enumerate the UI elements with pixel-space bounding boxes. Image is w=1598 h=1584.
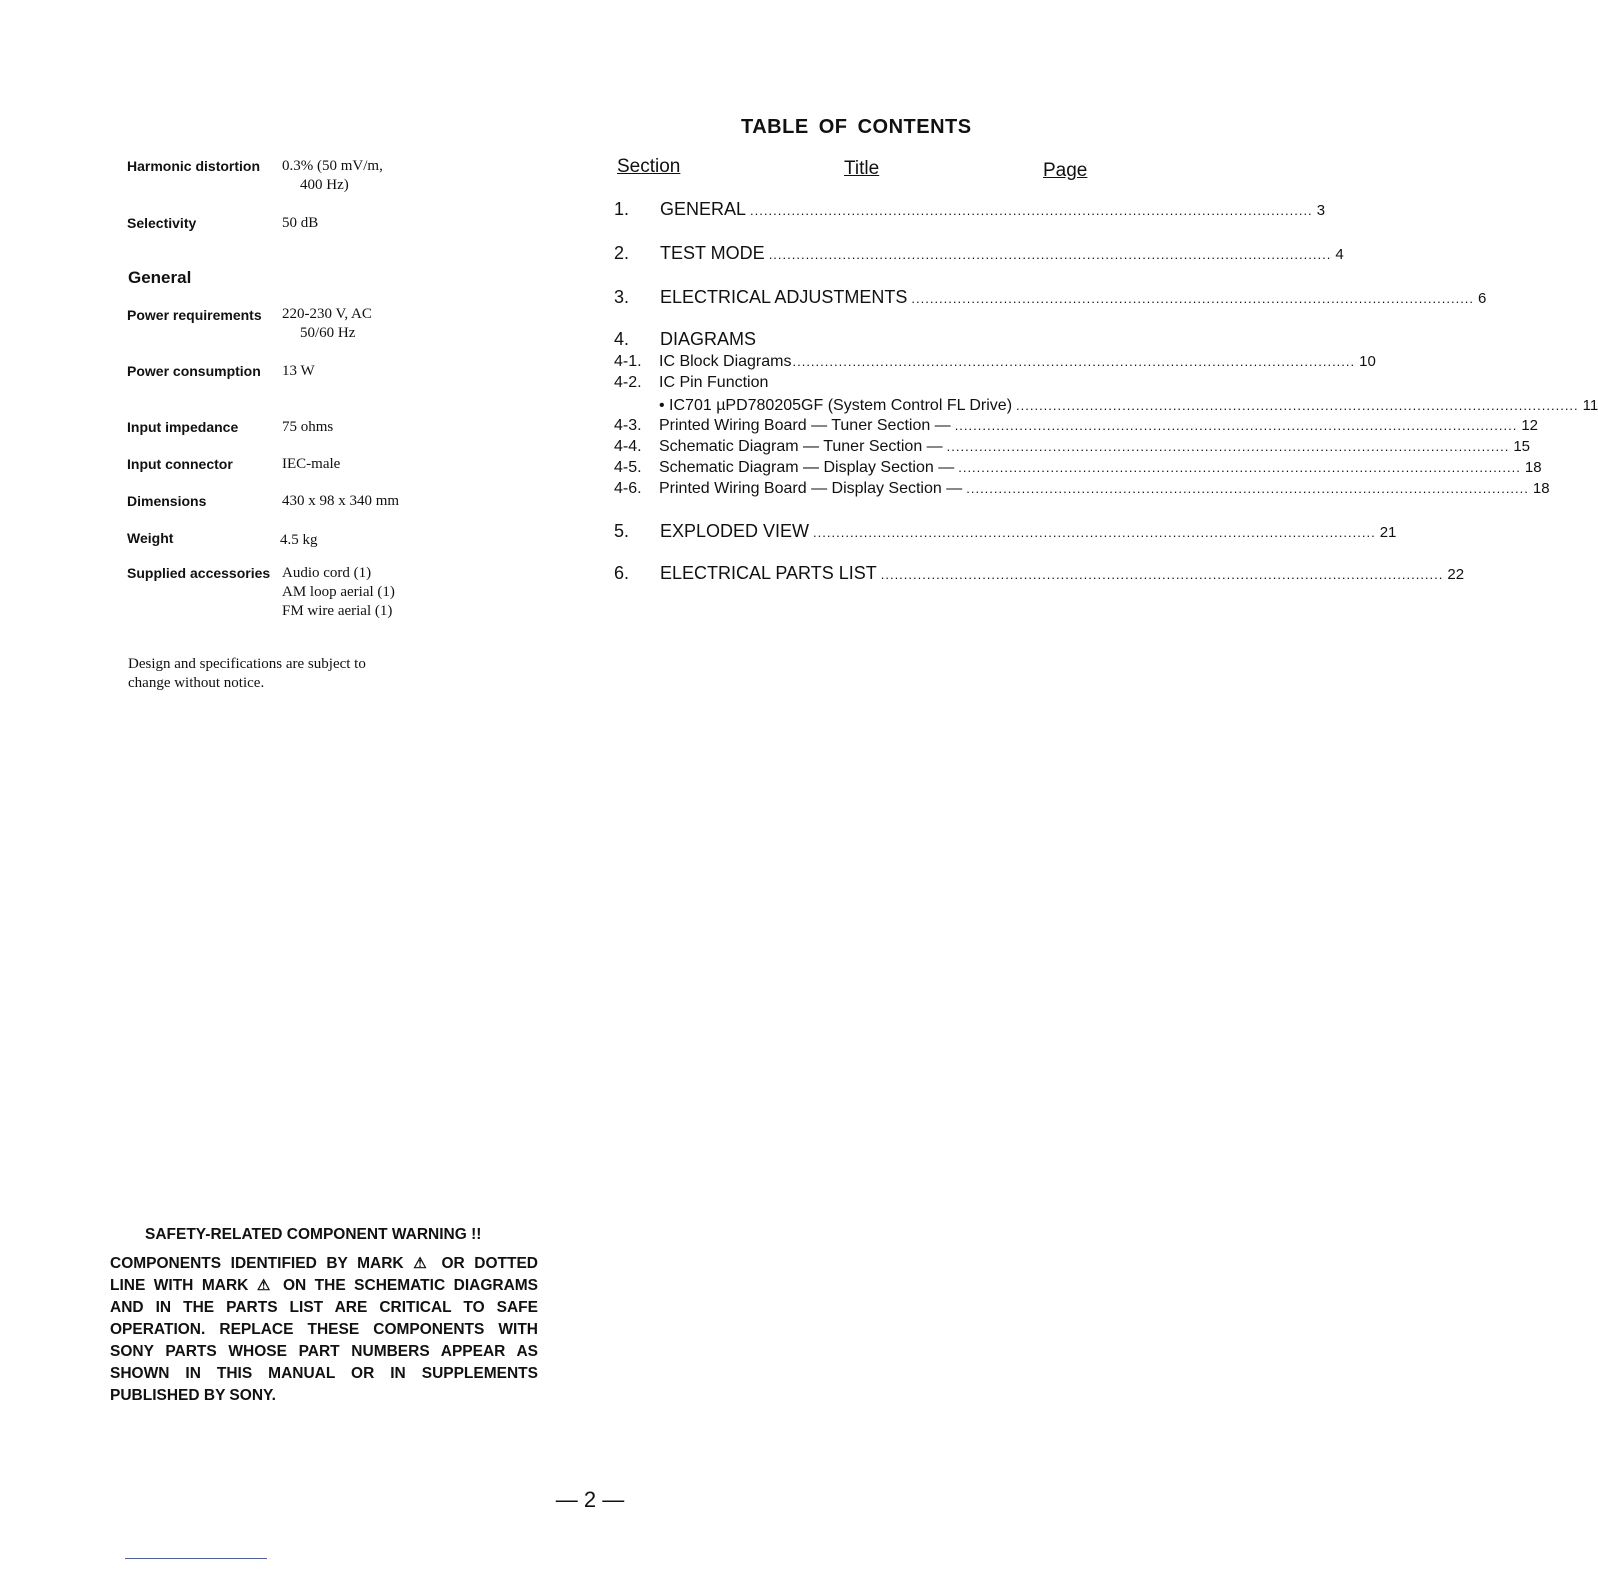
toc-col-page: Page [1043, 160, 1088, 181]
spec-label-dimensions: Dimensions [127, 493, 207, 509]
toc-entry-number: 2. [614, 243, 630, 263]
toc-entry-text: Printed Wiring Board — Display Section — [659, 480, 963, 497]
warning-line: PUBLISHED BY SONY. [110, 1387, 276, 1404]
toc-entry[interactable] [614, 287, 1487, 308]
spec-value-harmonic-distortion [282, 157, 383, 195]
spec-label-power-consumption: Power consumption [127, 363, 261, 379]
toc-entry-number: 5. [614, 521, 630, 541]
page-number: — 2 — [555, 1487, 625, 1512]
toc-leader-dots: .......................................................................................................................... [813, 525, 1376, 540]
toc-entry-text: Schematic Diagram — Tuner Section — [659, 438, 943, 455]
warning-line: SHOWN IN THIS MANUAL OR IN SUPPLEMENTS [110, 1365, 538, 1382]
spec-value-line: 400 Hz) [300, 177, 349, 193]
spec-value-line: 0.3% (50 mV/m, [282, 158, 383, 174]
toc-leader-dots: .......................................................................................................................... [911, 291, 1475, 306]
toc-entry-text: • IC701 µPD780205GF (System Control FL Drive) [659, 397, 1013, 414]
toc-entry-page: 6 [1478, 290, 1487, 307]
toc-leader-dots: .......................................................................................................................... [958, 460, 1521, 475]
toc-entry-page: 18 [1524, 459, 1542, 476]
toc-entry-text: GENERAL [660, 199, 747, 219]
spec-value-power-consumption: 13 W [282, 363, 315, 379]
toc-entry[interactable] [614, 199, 1326, 220]
toc-leader-dots: .......................................................................................................................... [1016, 398, 1579, 413]
toc-entry[interactable] [614, 374, 1088, 392]
toc-leader-dots: .......................................................................................................................... [966, 481, 1529, 496]
footer-divider [125, 1558, 267, 1559]
toc-entry[interactable] [614, 480, 1550, 498]
warning-text: LINE WITH MARK [110, 1277, 249, 1294]
toc-leader-dots: .......................................................................................................................... [946, 439, 1510, 454]
toc-entry-number: 6. [614, 563, 630, 583]
toc-leader-dots: .......................................................................................................................... [768, 247, 1332, 262]
toc-entry[interactable] [614, 563, 1465, 584]
spec-value-line: 50/60 Hz [300, 325, 356, 341]
warning-text: OR DOTTED [441, 1255, 538, 1272]
toc-entry-page: 21 [1379, 524, 1397, 541]
toc-entry-page: 11 [1582, 397, 1598, 414]
spec-value-weight: 4.5 kg [280, 532, 318, 548]
toc-entry-number: 4-1. [614, 353, 642, 370]
spec-label-weight: Weight [127, 530, 174, 546]
safety-warning-title: SAFETY-RELATED COMPONENT WARNING !! [145, 1226, 482, 1243]
toc-entry[interactable] [614, 353, 1376, 371]
toc-entry[interactable] [614, 329, 1088, 350]
toc-entry-page: 18 [1532, 480, 1550, 497]
toc-entry-text: DIAGRAMS [660, 329, 757, 349]
toc-entry-number: 4-3. [614, 417, 642, 434]
toc-entry-text: ELECTRICAL ADJUSTMENTS [660, 287, 908, 307]
toc-entry[interactable] [614, 438, 1531, 456]
toc-entry[interactable] [614, 521, 1397, 542]
toc-entry-text: IC Block Diagrams [659, 353, 792, 370]
toc-entry-number: 4-5. [614, 459, 642, 476]
accessory-item: FM wire aerial (1) [282, 603, 393, 619]
toc-entry-number: 1. [614, 199, 630, 219]
warning-text: COMPONENTS IDENTIFIED BY MARK [110, 1255, 404, 1272]
warning-triangle-icon: ⚠ [413, 1255, 432, 1272]
spec-value-input-impedance: 75 ohms [282, 419, 334, 435]
warning-line: OPERATION. REPLACE THESE COMPONENTS WITH [110, 1321, 538, 1338]
toc-leader-dots: .......................................................................................................................... [880, 567, 1444, 582]
safety-warning-body [110, 1253, 538, 1407]
spec-label-harmonic-distortion: Harmonic distortion [127, 158, 261, 174]
toc-entry-text: TEST MODE [660, 243, 765, 263]
toc-entry-text: Printed Wiring Board — Tuner Section — [659, 417, 951, 434]
toc-entry-page: 3 [1316, 202, 1326, 219]
warning-line: SONY PARTS WHOSE PART NUMBERS APPEAR AS [110, 1343, 538, 1360]
spec-value-supplied-accessories [282, 564, 395, 621]
toc-title: TABLE OF CONTENTS [741, 116, 972, 138]
toc-entry[interactable] [614, 459, 1542, 477]
spec-label-selectivity: Selectivity [127, 215, 197, 231]
spec-value-selectivity: 50 dB [282, 215, 319, 231]
toc-entry-number: 4-2. [614, 374, 642, 391]
spec-label-input-connector: Input connector [127, 456, 233, 472]
toc-entry-number: 4-6. [614, 480, 642, 497]
spec-value-input-connector: IEC-male [282, 456, 341, 472]
spec-value-power-requirements [282, 305, 372, 343]
warning-triangle-icon: ⚠ [256, 1277, 275, 1294]
toc-entry-page: 22 [1447, 566, 1465, 583]
warning-line [110, 1275, 538, 1297]
note-line: change without notice. [128, 675, 265, 691]
toc-entry[interactable] [614, 417, 1539, 435]
toc-entry-text: ELECTRICAL PARTS LIST [660, 563, 877, 583]
warning-text: ON THE SCHEMATIC DIAGRAMS [282, 1277, 539, 1294]
toc-entry-page: 4 [1335, 246, 1344, 263]
toc-col-section: Section [617, 156, 681, 177]
toc-entry[interactable] [614, 243, 1344, 264]
spec-label-power-requirements: Power requirements [127, 307, 262, 323]
toc-entry-text: EXPLODED VIEW [660, 521, 810, 541]
specification-note [128, 655, 366, 693]
toc-col-title: Title [844, 158, 880, 179]
note-line: Design and specifications are subject to [128, 656, 366, 672]
toc-leader-dots: .......................................................................................................................... [750, 203, 1313, 218]
toc-entry-number: 4. [614, 329, 630, 349]
spec-label-input-impedance: Input impedance [127, 419, 239, 435]
spec-value-line: 220-230 V, AC [282, 306, 372, 322]
toc-leader-dots: .......................................................................................................................... [954, 418, 1518, 433]
toc-entry-text: Schematic Diagram — Display Section — [659, 459, 955, 476]
general-heading: General [128, 268, 192, 287]
toc-leader-dots: .......................................................................................................................... [792, 354, 1356, 369]
accessory-item: Audio cord (1) [282, 565, 372, 581]
warning-line [110, 1253, 538, 1275]
toc-entry-page: 10 [1359, 353, 1376, 370]
toc-entry-number: 4-4. [614, 438, 642, 455]
spec-value-dimensions: 430 x 98 x 340 mm [282, 493, 400, 509]
accessory-item: AM loop aerial (1) [282, 584, 395, 600]
toc-entry-number: 3. [614, 287, 630, 307]
toc-entry-page: 15 [1513, 438, 1531, 455]
toc-entry[interactable] [614, 397, 1598, 415]
warning-line: AND IN THE PARTS LIST ARE CRITICAL TO SAFE [110, 1299, 538, 1316]
toc-entry-text: IC Pin Function [659, 374, 769, 391]
toc-entry-page: 12 [1521, 417, 1539, 434]
spec-label-supplied-accessories: Supplied accessories [127, 565, 271, 581]
